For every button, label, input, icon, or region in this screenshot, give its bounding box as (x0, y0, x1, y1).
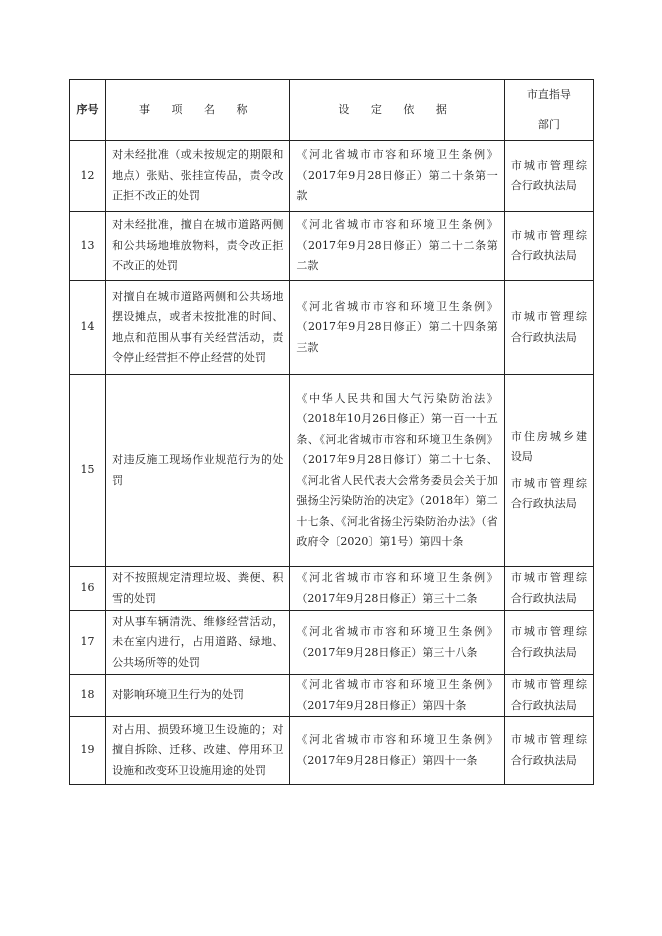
header-item-name: 事 项 名 称 (106, 80, 290, 141)
row-serial-number: 19 (70, 717, 106, 785)
row-item-name: 对占用、损毁环境卫生设施的；对擅自拆除、迁移、改建、停用环卫设施和改变环卫设施用途的处罚 (106, 717, 290, 785)
row-legal-basis: 《河北省城市市容和环境卫生条例》（2017年9月28日修正）第二十四条第三款 (290, 281, 504, 375)
row-serial-number: 15 (70, 375, 106, 567)
department-name: 市城市管理综合行政执法局 (510, 310, 587, 344)
row-legal-basis: 《中华人民共和国大气污染防治法》（2018年10月26日修正）第一百一十五条、《河北省城市市容和环境卫生条例》（2017年9月28日修订）第二十七条、《河北省人民代表大会常务委员会关于加强扬尘污染防治的决定》（2018年）第二十七条、《河北省扬尘污染防治办法》（省政府令〔2020〕第1号）第四十条 (290, 375, 504, 567)
row-guiding-department (504, 212, 593, 281)
row-legal-basis: 《河北省城市市容和环境卫生条例》（2017年9月28日修正）第二十二条第二款 (290, 212, 504, 281)
table-row (70, 717, 594, 785)
department-name: 市城市管理综合行政执法局 (510, 476, 587, 510)
table-body (70, 141, 594, 785)
department-name: 市城市管理综合行政执法局 (510, 733, 587, 767)
department-name: 市城市管理综合行政执法局 (510, 678, 587, 712)
row-legal-basis: 《河北省城市市容和环境卫生条例》（2017年9月28日修正）第四十一条 (290, 717, 504, 785)
header-guiding-department (504, 80, 593, 141)
row-serial-number: 18 (70, 675, 106, 717)
table-row (70, 281, 594, 375)
row-legal-basis: 《河北省城市市容和环境卫生条例》（2017年9月28日修正）第三十八条 (290, 611, 504, 675)
row-item-name: 对未经批准（或未按规定的期限和地点）张贴、张挂宣传品，责令改正拒不改正的处罚 (106, 141, 290, 212)
row-guiding-department (504, 567, 593, 611)
row-guiding-department (504, 141, 593, 212)
table-row (70, 567, 594, 611)
header-serial-number: 序号 (70, 80, 106, 141)
row-legal-basis: 《河北省城市市容和环境卫生条例》（2017年9月28日修正）第二十条第一款 (290, 141, 504, 212)
table-header-row (70, 80, 594, 141)
row-serial-number: 17 (70, 611, 106, 675)
row-guiding-department (504, 281, 593, 375)
row-guiding-department (504, 675, 593, 717)
row-item-name: 对擅自在城市道路两侧和公共场地摆设摊点，或者未按批准的时间、地点和范围从事有关经营活动，责令停止经营拒不停止经营的处罚 (106, 281, 290, 375)
row-serial-number: 12 (70, 141, 106, 212)
department-name: 市城市管理综合行政执法局 (510, 158, 587, 192)
row-legal-basis: 《河北省城市市容和环境卫生条例》（2017年9月28日修正）第四十条 (290, 675, 504, 717)
header-dept-line1: 市直指导 (526, 88, 571, 101)
department-name: 市城市管理综合行政执法局 (510, 625, 587, 659)
table-row (70, 375, 594, 567)
department-name: 市城市管理综合行政执法局 (510, 571, 587, 605)
row-guiding-department (504, 611, 593, 675)
table-row (70, 675, 594, 717)
department-name: 市城市管理综合行政执法局 (510, 228, 587, 262)
table-row (70, 141, 594, 212)
row-guiding-department (504, 717, 593, 785)
row-legal-basis: 《河北省城市市容和环境卫生条例》（2017年9月28日修正）第三十二条 (290, 567, 504, 611)
row-guiding-department (504, 375, 593, 567)
row-serial-number: 13 (70, 212, 106, 281)
row-item-name: 对影响环境卫生行为的处罚 (106, 675, 290, 717)
header-legal-basis: 设 定 依 据 (290, 80, 504, 141)
row-serial-number: 14 (70, 281, 106, 375)
row-item-name: 对不按照规定清理垃圾、粪便、积雪的处罚 (106, 567, 290, 611)
row-item-name: 对从事车辆清洗、维修经营活动，未在室内进行，占用道路、绿地、公共场所等的处罚 (106, 611, 290, 675)
table-row (70, 611, 594, 675)
administrative-penalty-table (69, 79, 594, 785)
row-serial-number: 16 (70, 567, 106, 611)
header-dept-line2: 部门 (537, 118, 560, 131)
table-row (70, 212, 594, 281)
row-item-name: 对违反施工现场作业规范行为的处罚 (106, 375, 290, 567)
row-item-name: 对未经批准，擅自在城市道路两侧和公共场地堆放物料，责令改正拒不改正的处罚 (106, 212, 290, 281)
department-name: 市住房城乡建设局 (510, 429, 587, 463)
